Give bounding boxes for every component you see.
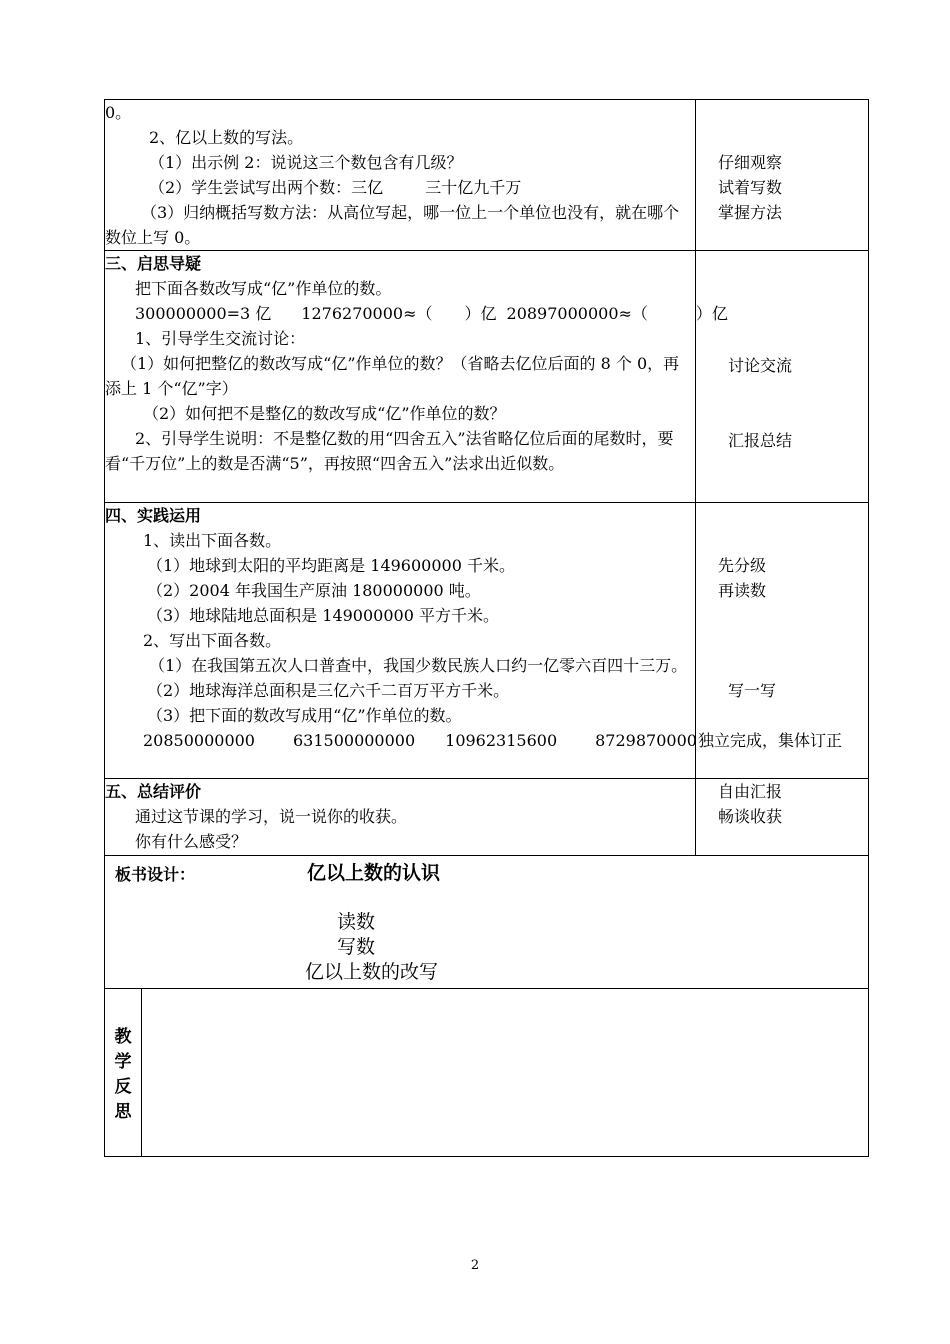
- text-line: （1）出示例 2：说说这三个数包含有几级？: [149, 153, 463, 172]
- text-line: 1、引导学生交流讨论：: [135, 329, 306, 348]
- text-line: （2）地球海洋总面积是三亿六千二百万平方千米。: [147, 681, 510, 700]
- section-heading: 五、总结评价: [105, 782, 202, 801]
- section-guide-side: [696, 251, 869, 503]
- number-item: 10962315600: [445, 731, 558, 750]
- text-segment: 300000000=3 亿: [135, 304, 272, 323]
- activity-label: 先分级: [718, 556, 767, 575]
- section-writing-side: [696, 100, 869, 251]
- text-line: 你有什么感受？: [135, 832, 248, 851]
- text-line: （3）地球陆地总面积是 149000000 平方千米。: [147, 606, 499, 625]
- lesson-plan-table: [104, 99, 869, 1157]
- activity-label: 掌握方法: [718, 203, 783, 222]
- activity-label: 独立完成，集体订正: [698, 731, 843, 750]
- activity-label: 写一写: [728, 681, 777, 700]
- reflection-row: [105, 989, 869, 1157]
- activity-label: 自由汇报: [718, 782, 783, 801]
- reflection-label-char: 教: [114, 1027, 132, 1047]
- activity-label: 畅谈收获: [718, 807, 783, 826]
- text-paragraph: （3）归纳概括写数方法：从高位写起，哪一位上一个单位也没有，就在哪个数位上写 0。: [105, 203, 680, 247]
- text-line: （2）2004 年我国生产原油 180000000 吨。: [147, 581, 481, 600]
- text-line: [105, 175, 695, 200]
- text-line: （2）如何把不是整亿的数改写成“亿”作单位的数？: [143, 404, 506, 423]
- text-line: 2、亿以上数的写法。: [149, 128, 304, 147]
- text-segment: 三十亿九千万: [425, 178, 522, 197]
- section-practice-row: [105, 503, 869, 779]
- reflection-label-char: 思: [114, 1102, 132, 1122]
- board-item: 读数: [337, 911, 376, 933]
- section-heading: 四、实践运用: [105, 506, 202, 525]
- reflection-label-char: 学: [114, 1052, 132, 1072]
- text-segment: 20897000000≈（ ）亿: [506, 304, 728, 323]
- number-list: [105, 728, 695, 753]
- text-line: 1、读出下面各数。: [143, 531, 282, 550]
- text-segment: 1276270000≈（ ）亿: [301, 304, 497, 323]
- board-design-cell: [105, 856, 869, 989]
- board-item: 亿以上数的改写: [305, 961, 439, 983]
- activity-label: 再读数: [718, 581, 767, 600]
- section-guide-row: [105, 251, 869, 503]
- activity-label: 试着写数: [718, 178, 783, 197]
- activity-label: 汇报总结: [728, 431, 793, 450]
- section-summary-main: [105, 779, 696, 856]
- text-line: 通过这节课的学习，说一说你的收获。: [135, 807, 408, 826]
- text-line: [105, 301, 728, 326]
- number-item: 8729870000: [595, 731, 697, 750]
- text-line: 2、写出下面各数。: [143, 631, 282, 650]
- text-segment: （2）学生尝试写出两个数：三亿: [149, 178, 384, 197]
- text-line: （1）地球到太阳的平均距离是 149600000 千米。: [147, 556, 515, 575]
- section-practice-main: [105, 503, 696, 779]
- section-summary-side: [696, 779, 869, 856]
- number-item: 631500000000: [292, 731, 416, 750]
- number-item: 20850000000: [143, 731, 255, 750]
- activity-label: 仔细观察: [718, 153, 783, 172]
- reflection-content: [142, 989, 869, 1157]
- board-item: 写数: [337, 936, 376, 958]
- reflection-label-char: 反: [114, 1077, 132, 1097]
- text-paragraph: （1）在我国第五次人口普查中，我国少数民族人口约一亿零六百四十三万。: [149, 656, 688, 675]
- text-line: 把下面各数改写成“亿”作单位的数。: [135, 279, 392, 298]
- board-design-row: [105, 856, 869, 989]
- reflection-label-cell: [105, 989, 142, 1157]
- board-design-title: 亿以上数的认识: [307, 862, 441, 884]
- text-paragraph: （1）如何把整亿的数改写成“亿”作单位的数？（省略去亿位后面的 8 个 0，再添上 1 个“亿”字）: [105, 354, 680, 398]
- section-writing-row: [105, 100, 869, 251]
- reflection-label: [105, 989, 141, 1125]
- section-summary-row: [105, 779, 869, 856]
- activity-label: 讨论交流: [728, 356, 793, 375]
- section-writing-main: [105, 100, 696, 251]
- text-line: （3）把下面的数改写成用“亿”作单位的数。: [147, 706, 462, 725]
- page-number: 2: [470, 1258, 480, 1273]
- section-practice-side: [696, 503, 869, 779]
- board-design-label: 板书设计：: [115, 865, 196, 884]
- section-heading: 三、启思导疑: [105, 254, 202, 273]
- section-guide-main: [105, 251, 728, 503]
- text-line: 0。: [105, 103, 132, 122]
- text-paragraph: 2、引导学生说明：不是整亿数的用“四舍五入”法省略亿位后面的尾数时，要看“千万位”上的数是否满“5”，再按照“四舍五入”法求出近似数。: [105, 429, 674, 473]
